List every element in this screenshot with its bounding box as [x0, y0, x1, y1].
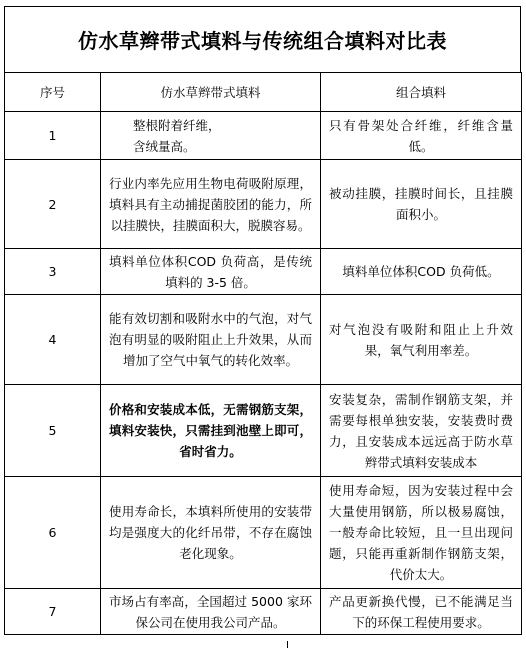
table-row	[5, 385, 522, 477]
row-combined-cell: 只有骨架处合纤维，纤维含量低。	[321, 112, 522, 160]
row-no: 1	[5, 112, 101, 160]
comparison-table	[4, 72, 522, 635]
row-no: 6	[5, 477, 101, 589]
row-bianbai-cell: 市场占有率高，全国超过 5000 家环保公司在使用我公司产品。	[101, 589, 321, 635]
table-header-row	[5, 73, 522, 112]
table-row	[5, 477, 522, 589]
table-row	[5, 295, 522, 385]
row-no: 4	[5, 295, 101, 385]
row-bianbai-cell	[101, 112, 321, 160]
table-row	[5, 249, 522, 295]
row-no: 7	[5, 589, 101, 635]
row-no: 2	[5, 160, 101, 249]
row-combined-cell: 填料单位体积COD 负荷低。	[321, 249, 522, 295]
table-row	[5, 160, 522, 249]
row-combined-cell: 对气泡没有吸附和阻止上升效果，氧气利用率差。	[321, 295, 522, 385]
row-no: 3	[5, 249, 101, 295]
row-combined-cell: 安装复杂，需制作钢筋支架，并需要每根单独安装，安装费时费力，且安装成本远远高于防水草辫带式填料安装成本	[321, 385, 522, 477]
row-combined-cell: 产品更新换代慢，已不能满足当下的环保工程使用要求。	[321, 589, 522, 635]
cell-text: 整根附着纤维， 含绒量高。	[133, 117, 221, 154]
table-row	[5, 589, 522, 635]
row-combined-cell: 被动挂膜，挂膜时间长，且挂膜面积小。	[321, 160, 522, 249]
row-bianbai-cell: 使用寿命长，本填料所使用的安装带均是强度大的化纤吊带，不存在腐蚀老化现象。	[101, 477, 321, 589]
row-bianbai-cell: 能有效切割和吸附水中的气泡，对气泡有明显的吸附阻止上升效果，从而增加了空气中氧气的转化效率。	[101, 295, 321, 385]
header-combined-filler: 组合填料	[321, 73, 522, 112]
row-bianbai-cell: 行业内率先应用生物电荷吸附原理，填料具有主动捕捉菌胶团的能力，所以挂膜快，挂膜面积大，脱膜容易。	[101, 160, 321, 249]
row-no: 5	[5, 385, 101, 477]
header-bianbai-filler: 仿水草辫带式填料	[101, 73, 321, 112]
page-marker	[287, 641, 288, 648]
row-combined-cell: 使用寿命短，因为安装过程中会大量使用钢筋，所以极易腐蚀，一般寿命比较短，且一旦出现问题，只能再重新制作钢筋支架，代价太大。	[321, 477, 522, 589]
row-bianbai-cell: 价格和安装成本低，无需钢筋支架，填料安装快，只需挂到池壁上即可，省时省力。	[101, 385, 321, 477]
row-bianbai-cell: 填料单位体积COD 负荷高，是传统填料的 3-5 倍。	[101, 249, 321, 295]
header-no: 序号	[5, 73, 101, 112]
table-title: 仿水草辫带式填料与传统组合填料对比表	[4, 6, 521, 72]
table-row	[5, 112, 522, 160]
